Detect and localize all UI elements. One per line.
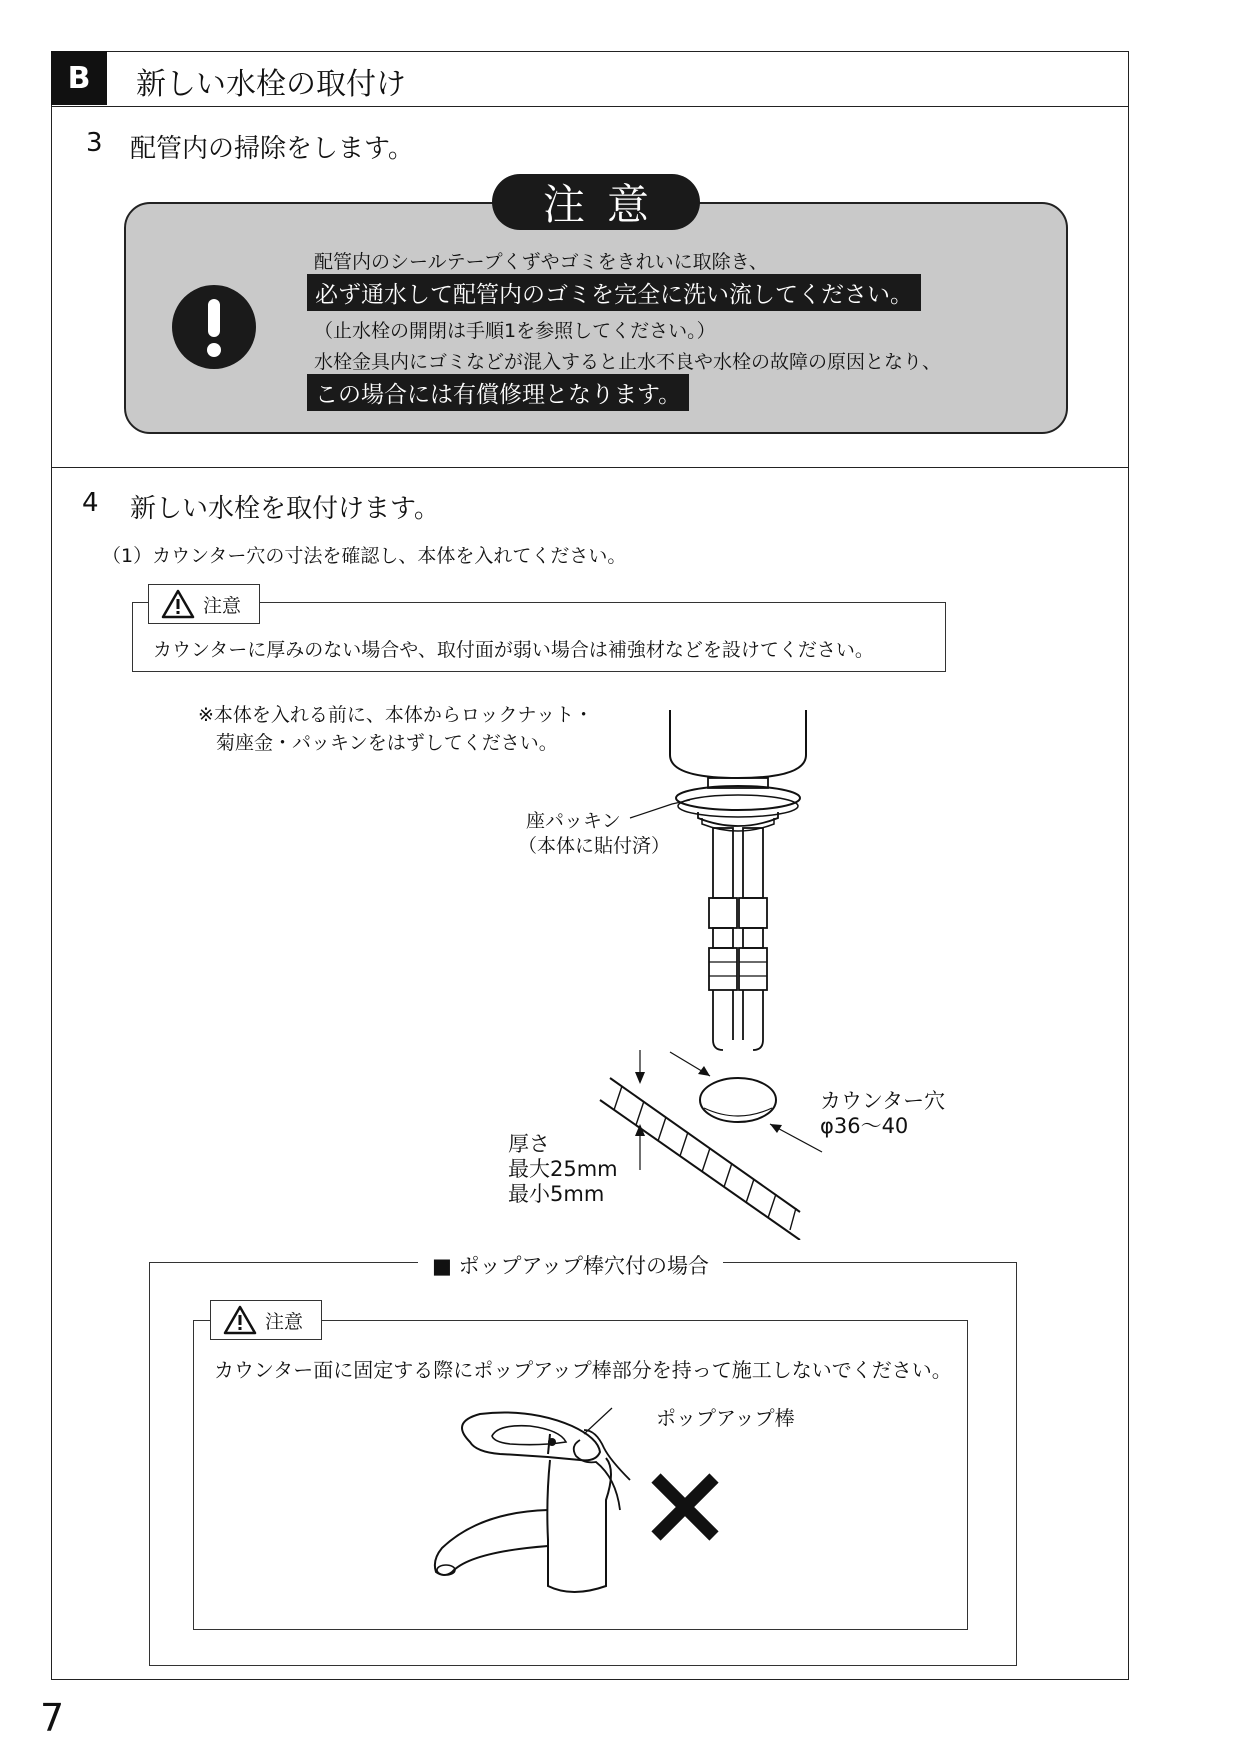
substep-1: （1）カウンター穴の寸法を確認し、本体を入れてください。 xyxy=(102,545,627,567)
faucet-illustration xyxy=(420,1400,760,1610)
popup-rod-label: ポップアップ棒 xyxy=(656,1406,795,1430)
note-text-1: カウンターに厚みのない場合や、取付面が弱い場合は補強材などを設けてください。 xyxy=(153,639,874,661)
caution-label: 注意 xyxy=(492,174,700,230)
caution-line3: 水栓金具内にゴミなどが混入すると止水不良や水栓の故障の原因となり、 xyxy=(314,351,942,373)
packing-label-line1: 座パッキン xyxy=(526,810,621,832)
thickness-label-line3: 最小5mm xyxy=(508,1182,605,1206)
note-tag-1 xyxy=(148,584,260,624)
step4-number: 4 xyxy=(82,488,99,518)
caution-highlight2: この場合には有償修理となります。 xyxy=(307,374,689,411)
step3-number: 3 xyxy=(86,128,103,158)
section-badge: B xyxy=(51,51,107,105)
thickness-label-line1: 厚さ xyxy=(508,1132,550,1156)
remark-line2: 菊座金・パッキンをはずしてください。 xyxy=(216,732,558,754)
caution-line2: （止水栓の開閉は手順1を参照してください。） xyxy=(314,320,716,342)
packing-label-line2: （本体に貼付済） xyxy=(518,835,671,857)
warning-triangle-icon xyxy=(223,1305,257,1335)
popup-section-title: ■ ポップアップ棒穴付の場合 xyxy=(418,1250,723,1280)
warning-triangle-icon xyxy=(161,589,195,619)
step4-title: 新しい水栓を取付けます。 xyxy=(130,494,440,524)
step3-title: 配管内の掃除をします。 xyxy=(130,134,414,164)
caution-highlight1: 必ず通水して配管内のゴミを完全に洗い流してください。 xyxy=(307,274,921,311)
thickness-label-line2: 最大25mm xyxy=(508,1157,618,1181)
note-tag-2-label: 注意 xyxy=(265,1310,304,1333)
hole-label-line2: φ36～40 xyxy=(820,1114,909,1138)
page-number: 7 xyxy=(40,1696,65,1740)
section-divider xyxy=(51,467,1129,468)
note-tag-2 xyxy=(210,1300,322,1340)
note-text-2: カウンター面に固定する際にポップアップ棒部分を持って施工しないでください。 xyxy=(214,1358,952,1382)
exclamation-icon xyxy=(172,285,256,369)
section-header xyxy=(51,51,1129,107)
hole-label-line1: カウンター穴 xyxy=(820,1089,946,1113)
note-tag-1-label: 注意 xyxy=(203,594,242,617)
remark-line1: ※本体を入れる前に、本体からロックナット・ xyxy=(198,704,594,726)
caution-line1: 配管内のシールテープくずやゴミをきれいに取除き、 xyxy=(314,251,768,273)
section-title: 新しい水栓の取付け xyxy=(136,67,406,102)
